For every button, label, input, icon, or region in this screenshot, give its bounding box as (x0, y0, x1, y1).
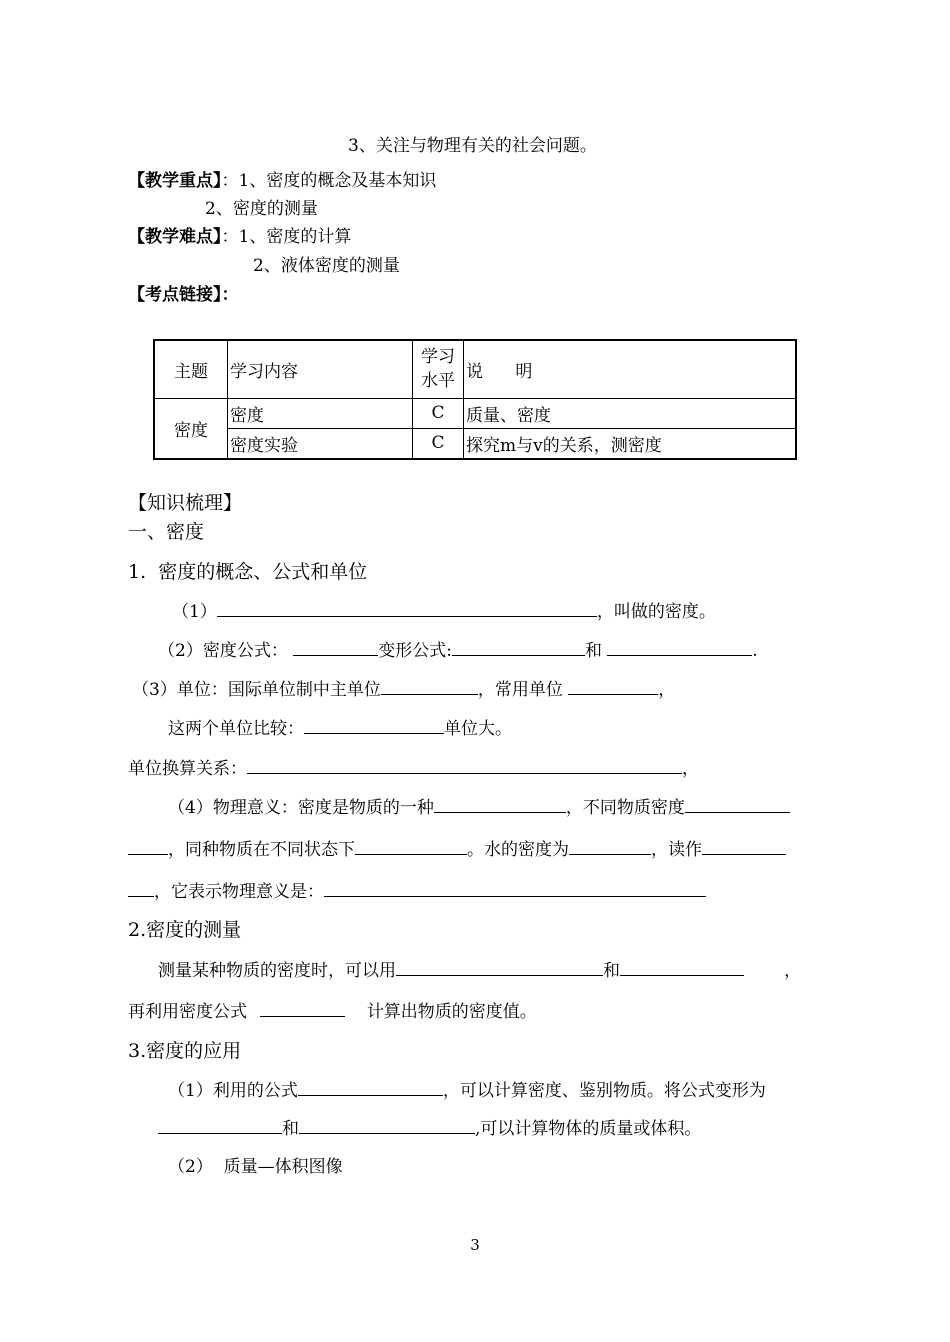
measure-label: 测量某种物质的密度时，可以用 (158, 961, 396, 981)
blank-main-unit[interactable] (381, 678, 478, 695)
exam-link-label: 【考点链接】 (128, 285, 222, 305)
formula-use-label: 再利用密度公式 (128, 1002, 247, 1022)
header-content: 学习内容 (228, 340, 413, 398)
difficult-points-label: 【教学难点】 (128, 227, 222, 247)
section-title: 【知识梳理】 (128, 492, 243, 514)
blank-density-formula[interactable] (260, 1000, 345, 1017)
meaning-mid: ，不同物质密度 (565, 798, 685, 818)
table-row (154, 398, 796, 428)
page-number: 3 (470, 1236, 480, 1254)
blank-compare[interactable] (304, 717, 444, 734)
water-density-label: 。水的密度为 (467, 840, 569, 860)
blank-common-unit[interactable] (568, 684, 658, 695)
application-line-3: （2） 质量—体积图像 (168, 1157, 343, 1177)
header-topic: 主题 (154, 340, 228, 398)
item-4-line-2 (128, 838, 786, 861)
header-level: 学习水平 (413, 340, 464, 398)
blank-tool-2[interactable] (620, 959, 744, 976)
comma-text: ， (658, 680, 676, 700)
heading-density: 一、密度 (128, 521, 205, 543)
blank-definition[interactable] (217, 600, 597, 617)
measure-comma: ， (784, 961, 801, 981)
application-formula-label: （1）利用的公式 (168, 1081, 298, 1101)
measurement-line-1 (158, 959, 801, 982)
item-4 (168, 796, 790, 819)
table-row (154, 428, 796, 459)
difficult-points-item-1: ：1、密度的计算 (221, 227, 352, 247)
item-1-prefix: （1） (172, 602, 217, 622)
measurement-line-2 (128, 1000, 537, 1023)
table-header-row (154, 340, 796, 398)
item-4-line-3 (128, 880, 706, 903)
content-cell: 密度实验 (228, 428, 413, 459)
item-3-compare (168, 717, 512, 740)
read-as-label: ，读作 (651, 840, 702, 860)
blank-read-as-cont[interactable] (128, 880, 154, 897)
compare-label: 这两个单位比较： (168, 719, 304, 739)
topic-cell: 密度 (154, 398, 228, 459)
level-cell: C (413, 398, 464, 428)
common-unit-label: ，常用单位 (477, 680, 563, 700)
application-and: 和 (282, 1119, 299, 1139)
key-points-2: 2、密度的测量 (205, 199, 318, 219)
application-suffix: ，可以计算密度、鉴别物质。将公式变形为 (442, 1081, 766, 1101)
measure-and: 和 (603, 961, 620, 981)
content-cell: 密度 (228, 398, 413, 428)
blank-variant-1[interactable] (452, 639, 585, 656)
blank-water-density[interactable] (569, 838, 651, 855)
conversion-comma: ， (682, 759, 699, 779)
application-line-1 (168, 1079, 766, 1102)
key-points-item-1: ：1、密度的概念及基本知识 (221, 171, 437, 191)
blank-different-density[interactable] (685, 796, 790, 813)
goal-3: 3、关注与物理有关的社会问题。 (348, 136, 597, 156)
exam-link-colon: ： (221, 285, 239, 305)
heading-measurement: 2.密度的测量 (128, 919, 242, 941)
difficult-points-2: 2、液体密度的测量 (253, 256, 400, 276)
heading-application: 3.密度的应用 (128, 1040, 242, 1062)
item-2 (158, 639, 758, 662)
blank-conversion[interactable] (247, 757, 682, 774)
blank-volume-formula[interactable] (299, 1117, 475, 1134)
application-line-2-suffix: ,可以计算物体的质量或体积。 (475, 1119, 702, 1139)
difficult-points-1 (128, 226, 351, 248)
state-label: ，同种物质在不同状态下 (168, 840, 355, 860)
blank-variant-2[interactable] (607, 639, 752, 656)
blank-meaning[interactable] (324, 880, 706, 897)
meaning-is-label: ，它表示物理意义是： (154, 882, 324, 902)
period-text: . (752, 641, 758, 661)
item-1-suffix: ，叫做的密度。 (596, 602, 716, 622)
blank-application-formula[interactable] (298, 1079, 443, 1096)
conversion-label: 单位换算关系： (128, 759, 247, 779)
blank-state[interactable] (355, 838, 467, 855)
exam-link (128, 284, 239, 306)
variant-label: 变形公式: (378, 641, 452, 661)
blank-different-density-cont[interactable] (128, 838, 168, 855)
heading-concept: 1. 密度的概念、公式和单位 (128, 561, 368, 583)
compare-suffix: 单位大。 (444, 719, 512, 739)
exam-points-table (153, 339, 797, 460)
blank-mass-formula[interactable] (158, 1117, 282, 1134)
blank-formula[interactable] (293, 639, 378, 656)
and-text: 和 (584, 641, 602, 661)
key-points-1 (128, 170, 436, 192)
item-3 (132, 678, 675, 701)
level-cell: C (413, 428, 464, 459)
blank-read-as[interactable] (702, 838, 786, 855)
item-1 (172, 600, 716, 623)
item-conversion (128, 757, 699, 780)
blank-tool-1[interactable] (396, 959, 603, 976)
note-cell: 探究m与v的关系，测密度 (464, 428, 797, 459)
application-line-2 (158, 1117, 701, 1140)
header-note: 说 明 (464, 340, 797, 398)
formula-use-suffix: 计算出物质的密度值。 (366, 1002, 537, 1022)
key-points-label: 【教学重点】 (128, 171, 222, 191)
formula-label: （2）密度公式： (158, 641, 288, 661)
meaning-label: （4）物理意义：密度是物质的一种 (168, 798, 434, 818)
note-cell: 质量、密度 (464, 398, 797, 428)
unit-label: （3）单位：国际单位制中主单位 (132, 680, 381, 700)
blank-property[interactable] (434, 796, 566, 813)
